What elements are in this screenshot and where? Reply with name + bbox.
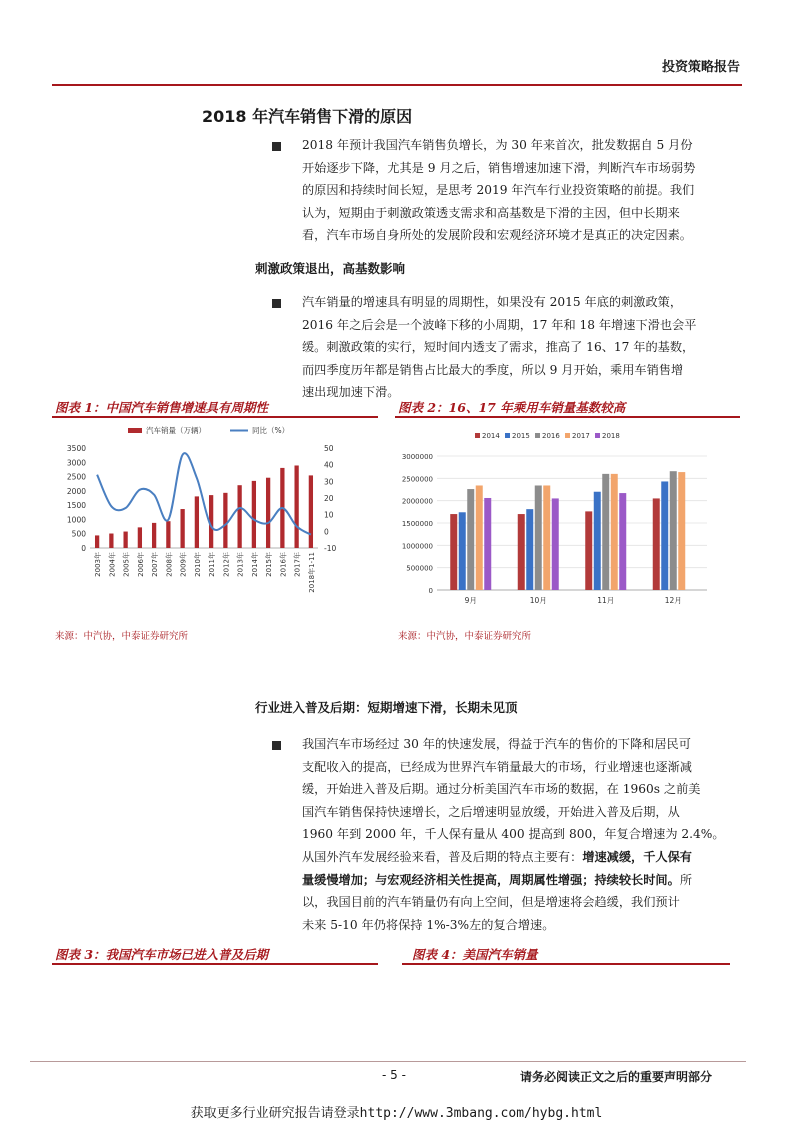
- chart2-x-tick: 10月: [529, 596, 547, 605]
- chart2-legend-swatch: [565, 433, 570, 438]
- section1-paragraph: [302, 134, 740, 247]
- figure1-source: 来源：中汽协，中泰证券研究所: [55, 631, 189, 642]
- chart1-x-tick: 2018年1-11: [307, 552, 316, 593]
- chart1-y-left-tick: 0: [81, 544, 86, 553]
- chart2-y-tick: 3000000: [401, 453, 433, 461]
- chart2-legend-swatch: [475, 433, 480, 438]
- chart2-bar: [476, 485, 483, 590]
- chart1-legend: [128, 425, 289, 435]
- chart1-legend-label: 同比（%）: [252, 426, 290, 435]
- chart2-bar: [619, 493, 626, 590]
- chart1-y-right-tick: 30: [324, 477, 334, 487]
- text-segment: 所: [679, 872, 692, 887]
- chart1-bar: [294, 465, 298, 548]
- figure4-title: 图表 4：美国汽车销量: [412, 947, 538, 962]
- text-line: 看，汽车市场自身所处的发展阶段和宏观经济环境才是真正的决定因素。: [302, 228, 692, 243]
- disclaimer-note: 请务必阅读正文之后的重要声明部分: [520, 1070, 713, 1084]
- chart2-legend-label: 2014: [482, 432, 500, 440]
- chart2-bar: [594, 492, 601, 590]
- chart1-x-tick: 2017年: [293, 552, 302, 577]
- text-line: 缓。刺激政策的实行，短时间内透支了需求，推高了 16、17 年的基数，: [302, 340, 695, 355]
- text-line: 支配收入的提高，已经成为世界汽车销量最大的市场，行业增速也逐渐减: [302, 759, 692, 774]
- chart1-x-tick: 2003年: [94, 552, 103, 577]
- chart2-y-tick: 0: [428, 587, 433, 595]
- chart2-legend-label: 2015: [512, 432, 530, 440]
- chart1-bar: [237, 485, 241, 548]
- chart2-bar: [518, 514, 525, 590]
- chart2-y-tick: 500000: [406, 564, 433, 573]
- chart1-y-right-tick: -10: [324, 544, 337, 553]
- subsection-title-penetration: 行业进入普及后期：短期增速下滑，长期未见顶: [255, 700, 518, 715]
- chart2-legend-label: 2017: [572, 432, 590, 440]
- chart1-bar: [309, 475, 313, 548]
- chart2-ticks: [402, 453, 682, 605]
- chart2-bar: [484, 498, 491, 590]
- chart1-line: [97, 453, 311, 535]
- chart1-x-tick: 2011年: [208, 552, 217, 577]
- text-line: 缓，开始进入普及后期。通过分析美国汽车市场的数据，在 1960s 之前美: [302, 782, 701, 797]
- figure3-title: 图表 3：我国汽车市场已进入普及后期: [55, 947, 269, 962]
- chart1-bar: [123, 532, 127, 548]
- chart2-bars: [450, 471, 685, 590]
- chart1-y-left-tick: 500: [71, 529, 86, 539]
- chart1-x-tick: 2006年: [136, 552, 145, 577]
- chart1-y-right-tick: 20: [324, 494, 334, 503]
- chart1-bar: [138, 527, 142, 548]
- chart1-bar: [109, 534, 113, 548]
- subsection-title-stimulus: 刺激政策退出，高基数影响: [255, 261, 406, 276]
- chart2-legend-swatch: [505, 433, 510, 438]
- chart2-legend: [475, 432, 620, 440]
- text-segment-bold: 量缓慢增加；与宏观经济相关性提高，周期属性增强；持续较长时间。: [302, 872, 680, 887]
- chart2-x-tick: 11月: [597, 596, 615, 605]
- section-title-reasons: 2018 年汽车销售下滑的原因: [202, 107, 413, 126]
- chart1-legend-label: 汽车销量（万辆）: [146, 426, 206, 435]
- chart1-x-tick: 2005年: [122, 552, 131, 577]
- figure2-title: 图表 2：16、17 年乘用车销量基数较高: [398, 400, 626, 415]
- text-line: 国汽车销售保持快速增长，之后增速明显放缓，开始进入普及后期，从: [302, 804, 680, 819]
- chart2-bar: [670, 471, 677, 590]
- chart1-y-left-tick: 1500: [66, 501, 86, 511]
- text-segment-bold: 增速减缓，千人保有: [582, 849, 692, 864]
- text-line: 2018 年预计我国汽车销售负增长，为 30 年来首次，批发数据自 5 月份: [302, 138, 693, 152]
- report-type: 投资策略报告: [661, 60, 740, 75]
- text-line: 而四季度历年都是销售占比最大的季度，所以 9 月开始，乘用车销售增: [302, 362, 684, 377]
- figure2-source: 来源：中汽协，中泰证券研究所: [398, 631, 532, 642]
- chart1-y-right-tick: 50: [324, 444, 334, 453]
- chart2-bar: [543, 485, 550, 590]
- chart2-x-tick: 9月: [464, 596, 477, 605]
- chart1-bar: [266, 478, 270, 548]
- text-line: [302, 869, 740, 892]
- chart1-y-right-tick: 10: [324, 510, 334, 520]
- chart1-x-tick: 2010年: [193, 552, 202, 577]
- chart2-y-tick: 1500000: [401, 520, 433, 528]
- chart2-y-tick: 2500000: [401, 475, 433, 484]
- footer-divider: [30, 1061, 746, 1062]
- chart1-bar: [223, 493, 227, 548]
- text-line: [302, 846, 740, 869]
- chart1-bar: [252, 481, 256, 548]
- chart2-bar: [602, 474, 609, 590]
- chart1-legend-swatch-bar: [128, 428, 142, 433]
- text-line: 速出现加速下滑。: [302, 385, 400, 400]
- bullet-icon: [272, 142, 281, 151]
- chart2-legend-label: 2018: [602, 432, 620, 440]
- chart2-bar: [653, 498, 660, 590]
- chart1-x-tick: 2013年: [236, 552, 245, 577]
- chart1-bar: [195, 496, 199, 548]
- chart1-y-right-tick: 0: [324, 527, 329, 537]
- chart2-bar: [552, 498, 559, 590]
- chart1-growth-line: [97, 453, 311, 535]
- figure3-title-underline: [52, 963, 378, 965]
- chart2-bar: [661, 481, 668, 590]
- chart1-y-left-tick: 2500: [66, 472, 86, 482]
- promo-link[interactable]: 获取更多行业研究报告请登录http://www.3mbang.com/hybg.html: [190, 1106, 603, 1121]
- chart1-x-tick: 2009年: [179, 552, 188, 577]
- chart2-bar: [585, 511, 592, 590]
- text-line: 我国汽车市场经过 30 年的快速发展，得益于汽车的售价的下降和居民可: [302, 737, 691, 751]
- bullet-icon: [272, 741, 281, 750]
- chart1-y-left-tick: 3000: [66, 458, 86, 468]
- text-line: 汽车销量的增速具有明显的周期性，如果没有 2015 年底的刺激政策，: [302, 295, 683, 309]
- text-line: 开始逐步下降，尤其是 9 月之后，销售增速加速下滑，判断汽车市场弱势: [302, 160, 696, 175]
- text-line: 未来 5-10 年仍将保持 1%-3%左的复合增速。: [302, 917, 555, 932]
- chart1-y-left-tick: 3500: [66, 444, 86, 453]
- chart2-bar: [450, 514, 457, 590]
- chart1-bar: [166, 521, 170, 548]
- page-number: - 5 -: [382, 1068, 406, 1082]
- figure4-title-underline: [402, 963, 730, 965]
- text-line: 的原因和持续时间长短，是思考 2019 年汽车行业投资策略的前提。我们: [302, 183, 695, 198]
- section3-paragraph: [302, 733, 740, 936]
- text-line: 认为，短期由于刺激政策透支需求和高基数是下滑的主因，但中长期来: [302, 205, 680, 220]
- chart1-x-tick: 2015年: [265, 552, 274, 577]
- chart1-x-tick: 2004年: [108, 552, 117, 577]
- chart1-x-tick: 2014年: [250, 552, 259, 577]
- chart2-legend-swatch: [595, 433, 600, 438]
- chart1-x-tick: 2016年: [279, 552, 288, 577]
- chart1-x-tick: 2008年: [165, 552, 174, 577]
- chart2-bar: [526, 509, 533, 590]
- chart1-bar: [152, 523, 156, 548]
- chart2-bar: [535, 485, 542, 590]
- figure1-title: 图表 1：中国汽车销售增速具有周期性: [55, 400, 269, 415]
- section2-paragraph: [302, 291, 740, 404]
- chart1-china-auto-sales: [52, 418, 382, 618]
- text-line: 2016 年之后会是一个波峰下移的小周期，17 年和 18 年增速下滑也会平: [302, 317, 697, 332]
- bullet-icon: [272, 299, 281, 308]
- chart2-bar: [467, 489, 474, 590]
- chart2-passenger-car-sales: [395, 420, 745, 620]
- header-divider: [52, 84, 742, 86]
- chart1-bar: [95, 535, 99, 548]
- chart2-bar: [611, 474, 618, 590]
- chart1-x-tick: 2012年: [222, 552, 231, 577]
- chart1-y-right-tick: 40: [324, 460, 334, 470]
- chart2-bar: [459, 512, 466, 590]
- chart2-y-tick: 1000000: [401, 542, 433, 551]
- chart1-x-tick: 2007年: [151, 552, 160, 577]
- chart1-y-left-tick: 1000: [66, 515, 86, 525]
- chart1-bar: [180, 509, 184, 548]
- chart2-legend-label: 2016: [542, 432, 560, 440]
- chart2-bar: [678, 472, 685, 590]
- figure2-title-underline: [395, 416, 740, 418]
- chart1-y-left-tick: 2000: [66, 486, 86, 496]
- text-line: 以，我国目前的汽车销量仍有向上空间，但是增速将会趋缓，我们预计: [302, 895, 680, 910]
- chart2-y-tick: 2000000: [401, 497, 433, 506]
- chart2-x-tick: 12月: [664, 596, 682, 605]
- chart2-legend-swatch: [535, 433, 540, 438]
- text-segment: 从国外汽车发展经验来看，普及后期的特点主要有：: [302, 849, 583, 864]
- text-line: 1960 年到 2000 年，千人保有量从 400 提高到 800，年复合增速为 2.4%。: [302, 827, 725, 842]
